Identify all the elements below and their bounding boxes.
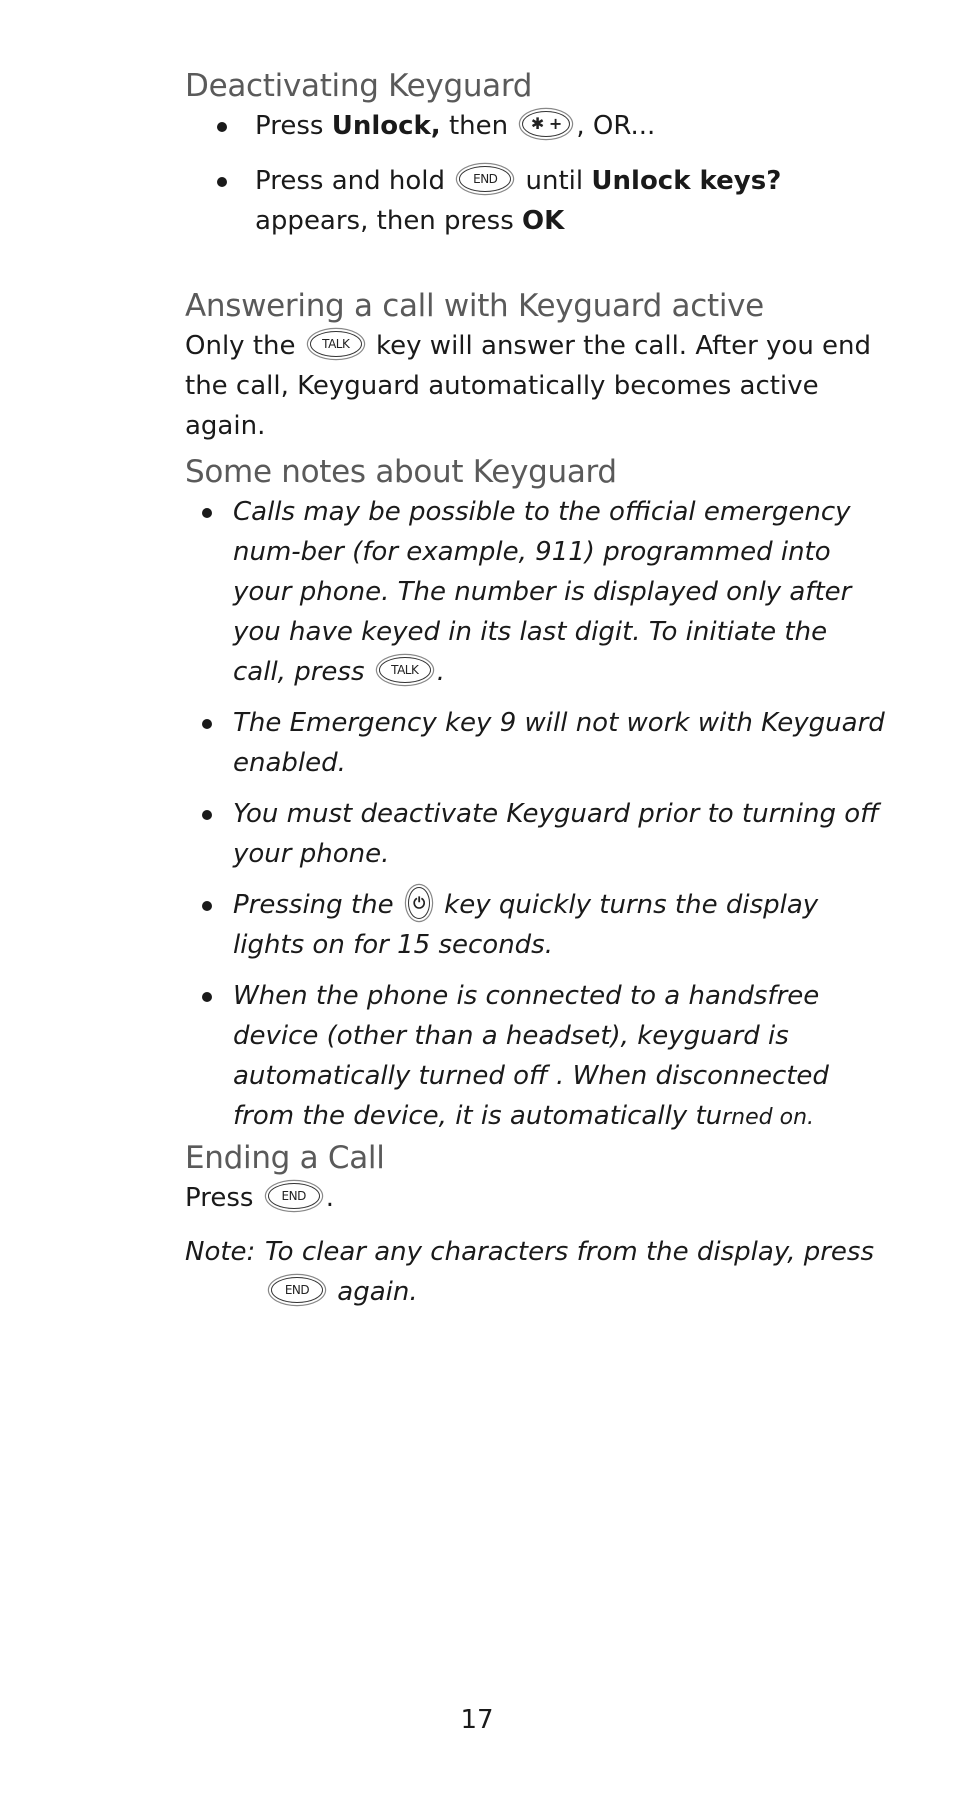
bullet-icon xyxy=(217,177,227,187)
talk-key-icon: TALK xyxy=(310,331,362,357)
list-item: Pressing the ⏻ key quickly turns the display lights on for 15 seconds. xyxy=(185,885,885,965)
ok-label: OK xyxy=(522,206,565,236)
ending-paragraph: Press END . xyxy=(185,1183,334,1213)
list-item: Press Unlock, then ✱ + , OR... xyxy=(185,106,885,146)
bullet-icon xyxy=(202,992,212,1002)
note-label: Note: xyxy=(185,1237,256,1267)
star-key-icon: ✱ + xyxy=(522,111,570,137)
section-answering-call xyxy=(185,286,885,446)
section-keyguard-notes xyxy=(185,452,885,1149)
bullet-icon xyxy=(202,810,212,820)
list-item: When the phone is connected to a handsfree device (other than a headset), keyguard is automatically turned off . When disconnected from the device, it is automatically turned on. xyxy=(185,976,885,1138)
section-deactivating-keyguard xyxy=(185,66,885,256)
note: Note: To clear any characters from the display, press END again. xyxy=(185,1232,885,1312)
bullet-icon xyxy=(217,122,227,132)
list-item: The Emergency key 9 will not work with Keyguard enabled. xyxy=(185,703,885,783)
heading-keyguard-notes: Some notes about Keyguard xyxy=(185,454,617,490)
page-number: 17 xyxy=(460,1705,494,1735)
deactivating-steps-list xyxy=(185,106,885,241)
bullet-icon xyxy=(202,719,212,729)
list-item: You must deactivate Keyguard prior to turning off your phone. xyxy=(185,794,885,874)
bullet-icon xyxy=(202,508,212,518)
unlock-label: Unlock, xyxy=(331,111,441,141)
power-key-icon: ⏻ xyxy=(408,887,430,919)
heading-ending-call: Ending a Call xyxy=(185,1140,385,1176)
answering-paragraph: Only the TALK key will answer the call. After you end the call, Keyguard automatically becomes active again. xyxy=(185,331,872,441)
heading-deactivating-keyguard: Deactivating Keyguard xyxy=(185,68,533,104)
list-item: Press and hold END until Unlock keys? appears, then press OK xyxy=(185,161,885,241)
end-key-icon: END xyxy=(271,1277,323,1303)
heading-answering-call: Answering a call with Keyguard active xyxy=(185,288,764,324)
talk-key-icon: TALK xyxy=(379,657,431,683)
keyguard-notes-list xyxy=(185,492,885,1138)
end-key-icon: END xyxy=(268,1183,320,1209)
section-ending-call xyxy=(185,1138,885,1312)
end-key-icon: END xyxy=(459,166,511,192)
unlock-keys-label: Unlock keys? xyxy=(591,166,782,196)
bullet-icon xyxy=(202,901,212,911)
list-item: Calls may be possible to the official emergency num-ber (for example, 911) programmed into your phone. The number is displayed only after you have keyed in its last digit. To initiate the call, press TALK . xyxy=(185,492,885,692)
